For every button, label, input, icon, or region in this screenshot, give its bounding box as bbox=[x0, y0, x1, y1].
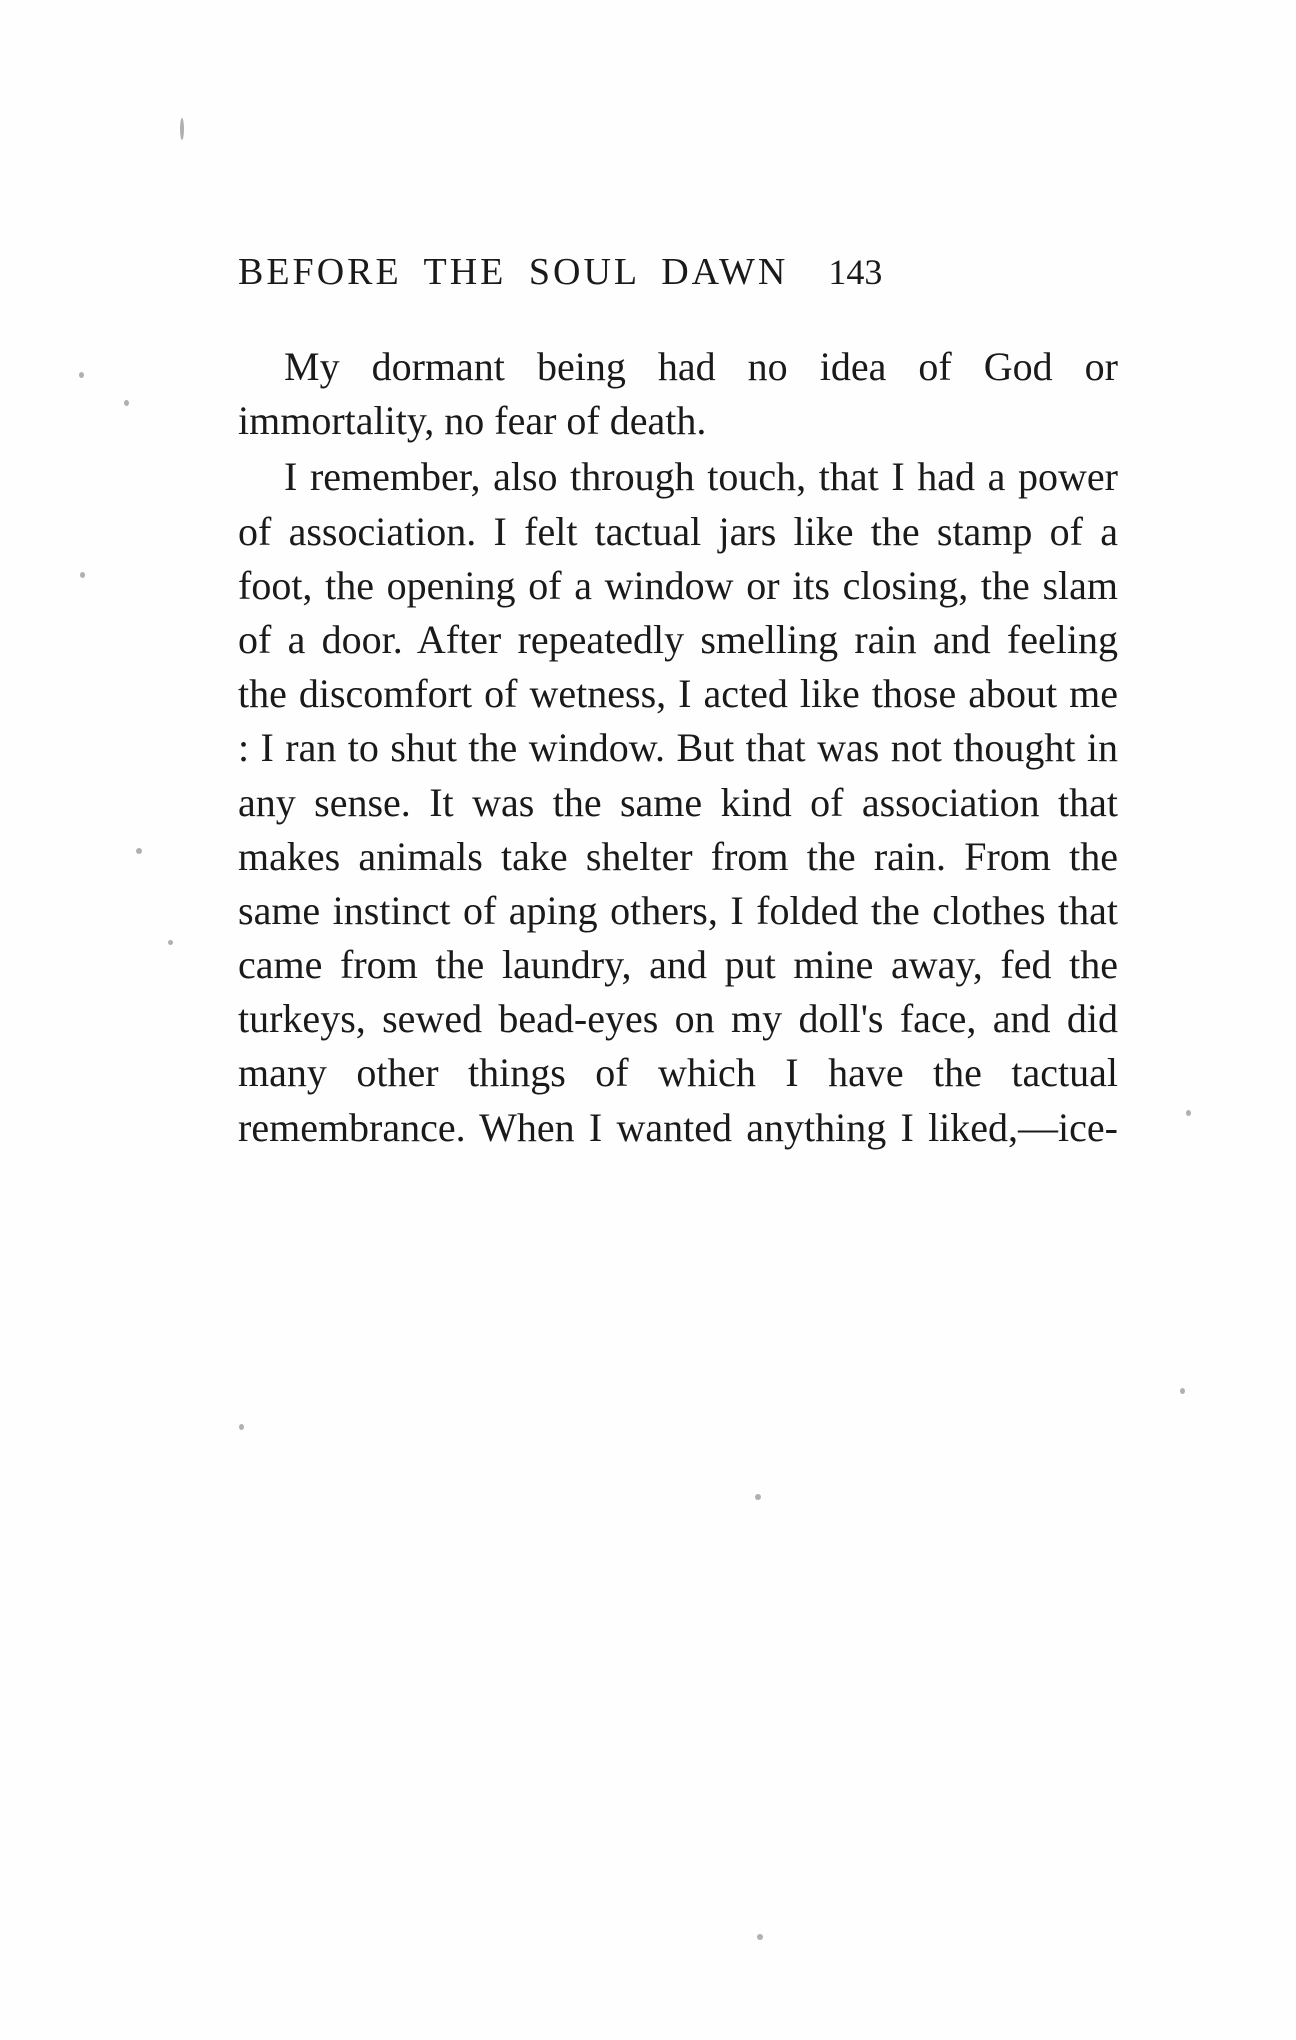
scan-speck bbox=[124, 400, 129, 406]
scan-speck bbox=[239, 1424, 244, 1430]
scan-speck bbox=[1180, 1388, 1185, 1394]
body-paragraph: My dormant being had no idea of God or immortality, no fear of death. bbox=[238, 344, 1118, 444]
page-content bbox=[238, 250, 1118, 1209]
scan-speck bbox=[80, 572, 85, 578]
scan-speck bbox=[79, 372, 84, 378]
scan-speck bbox=[757, 1934, 763, 1940]
page-number: 143 bbox=[828, 252, 883, 292]
scan-speck bbox=[1186, 1110, 1191, 1116]
scan-speck bbox=[168, 940, 173, 945]
body-paragraph: I remember, also through touch, that I had a power of association. I felt tactual jars like the stamp of a foot, the opening of a window or its closing, the slam of a door. After repeatedly smelling rain and feeling the discomfort of wetness, I acted like those about me : I ran to shut the window. But that was not thought in any sense. It was the same kind of association that makes animals take shelter from the rain. From the same instinct of aping others, I folded the clothes that came from the laundry, and put mine away, fed the turkeys, sewed bead-eyes on my doll's face, and did many other things of which I have the tactual remembrance. When I wanted anything I liked,—ice- bbox=[238, 454, 1118, 1150]
scan-speck bbox=[136, 848, 142, 854]
running-head bbox=[238, 250, 1118, 294]
page-title: BEFORE THE SOUL DAWN bbox=[238, 251, 789, 293]
scan-speck bbox=[180, 118, 184, 140]
scan-speck bbox=[755, 1494, 761, 1500]
